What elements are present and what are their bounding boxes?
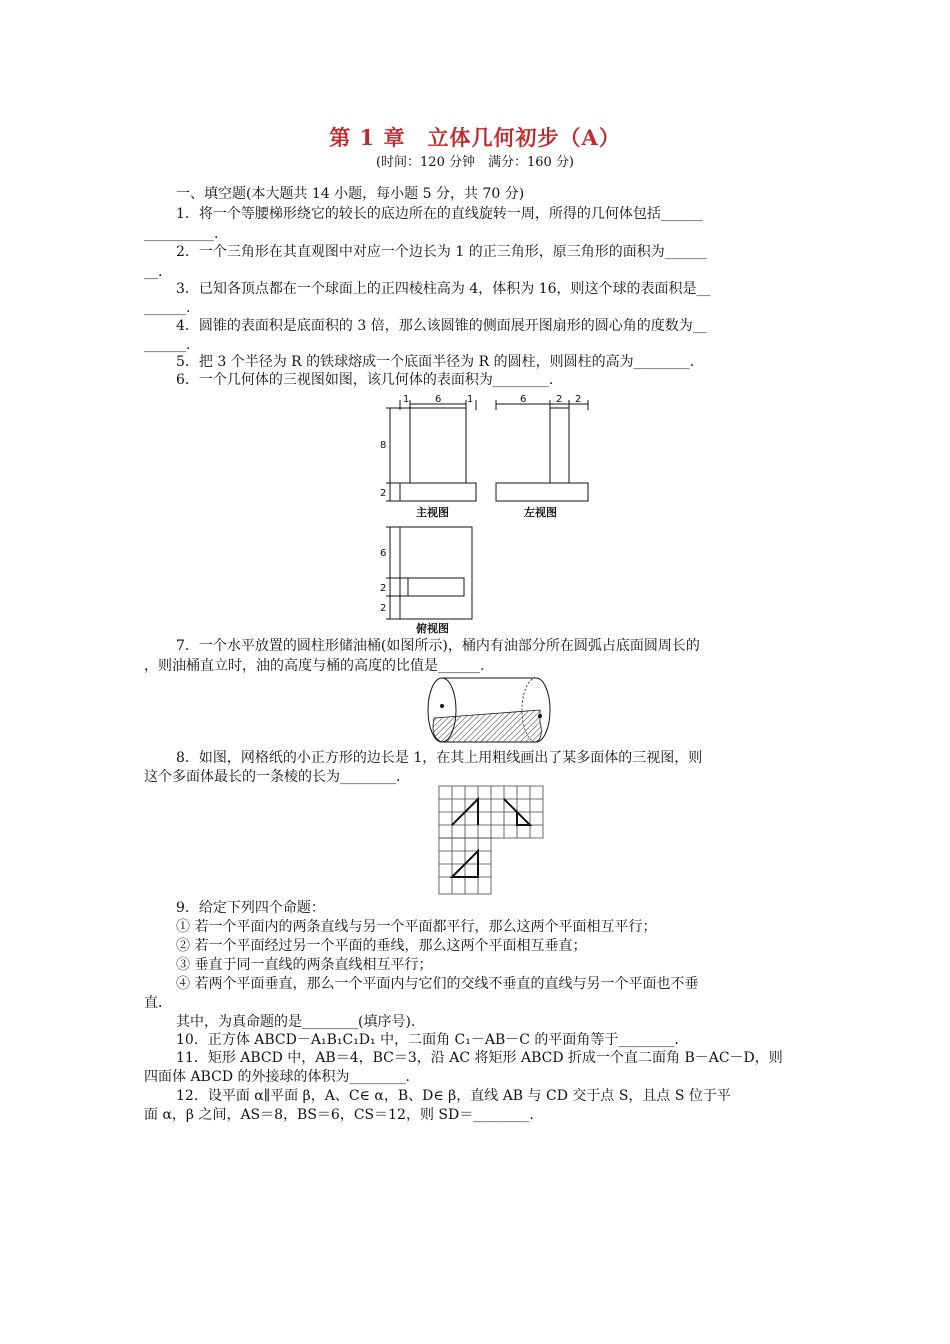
question-8-cont: 这个多面体最长的一条棱的长为________. [144,769,401,785]
dim-2-top-b: 2 [380,603,387,614]
question-8: 8．如图，网格纸的小正方形的边长是 1，在其上用粗线画出了某多面体的三视图，则 [176,750,703,766]
top-view-outer [400,527,472,619]
side-view-column [550,408,569,483]
proposition-1: ① 若一个平面内的两条直线与另一个平面都平行，那么这两个平面相互平行； [176,919,657,935]
point-right [538,714,542,718]
dim-1-right: 1 [467,394,474,405]
dim-8: 8 [380,440,387,451]
question-7-cont: ，则油桶直立时，油的高度与桶的高度的比值是______. [144,658,485,674]
point-left [440,704,444,708]
question-4-cont: ______. [144,337,191,353]
question-3: 3．已知各顶点都在一个球面上的正四棱柱高为 4，体积为 16，则这个球的表面积是__ [176,281,711,297]
oil-tank-figure [420,672,560,750]
dim-2-side-b: 2 [575,394,582,405]
grid-views-figure [438,785,548,897]
top-view-label: 俯视图 [416,622,449,635]
question-11-cont: 四面体 ABCD 的外接球的体积为________. [144,1069,410,1085]
proposition-2: ② 若一个平面经过另一个平面的垂线，那么这两个平面相互垂直； [176,938,587,954]
question-12: 12．设平面 α∥平面 β，A、C∈ α，B、D∈ β，直线 AB 与 CD 交于点 S，且点 S 位于平 [176,1088,731,1104]
dim-2-front: 2 [380,488,387,499]
question-9: 9．给定下列四个命题： [176,900,325,916]
dim-1-left: 1 [403,394,410,405]
question-3-cont: ______. [144,300,191,316]
question-2: 2．一个三角形在其直观图中对应一个边长为 1 的正三角形，原三角形的面积为______ [176,244,707,260]
exam-info: (时间：120 分钟 满分：160 分) [375,155,575,170]
dim-6-top: 6 [380,548,387,559]
question-6: 6．一个几何体的三视图如图，该几何体的表面积为________. [176,372,554,388]
question-7: 7．一个水平放置的圆柱形储油桶(如图所示)，桶内有油部分所在圆弧占底面圆周长的 [176,638,700,654]
dim-6-side: 6 [520,394,527,405]
question-10: 10．正方体 ABCD－A₁B₁C₁D₁ 中，二面角 C₁－AB－C 的平面角等于________. [176,1032,679,1048]
side-view-base [496,483,588,501]
side-view-label: 左视图 [524,506,557,519]
question-12-cont: 面 α，β 之间，AS＝8，BS＝6，CS＝12，则 SD＝________. [144,1107,534,1123]
top-view-inner [408,578,464,596]
front-view-base [400,483,476,501]
question-2-cont: __. [144,264,163,280]
front-view-label: 主视图 [416,506,449,519]
question-1: 1．将一个等腰梯形绕它的较长的底边所在的直线旋转一周，所得的几何体包括______ [176,206,703,222]
question-9-answer: 其中，为真命题的是________(填序号). [176,1014,416,1030]
dim-2-top-a: 2 [380,583,387,594]
three-views-figure [350,390,600,635]
proposition-3: ③ 垂直于同一直线的两条直线相互平行； [176,957,433,973]
dim-2-side-a: 2 [556,394,563,405]
proposition-4-cont: 直． [144,995,172,1011]
question-4: 4．圆锥的表面积是底面积的 3 倍，那么该圆锥的侧面展开图扇形的圆心角的度数为__ [176,318,707,334]
front-view-top-block [410,408,466,483]
proposition-4: ④ 若两个平面垂直，那么一个平面内与它们的交线不垂直的直线与另一个平面也不垂 [176,976,699,992]
question-1-cont: __________. [144,226,219,242]
question-5: 5．把 3 个半径为 R 的铁球熔成一个底面半径为 R 的圆柱，则圆柱的高为________. [176,354,695,370]
question-11: 11．矩形 ABCD 中，AB＝4，BC＝3，沿 AC 将矩形 ABCD 折成一个直二面角 B－AC－D，则 [176,1050,783,1066]
page-title: 第 1 章 立体几何初步（A） [329,125,621,150]
section-heading: 一、填空题(本大题共 14 小题，每小题 5 分，共 70 分) [176,186,525,202]
dim-6-front: 6 [435,394,442,405]
